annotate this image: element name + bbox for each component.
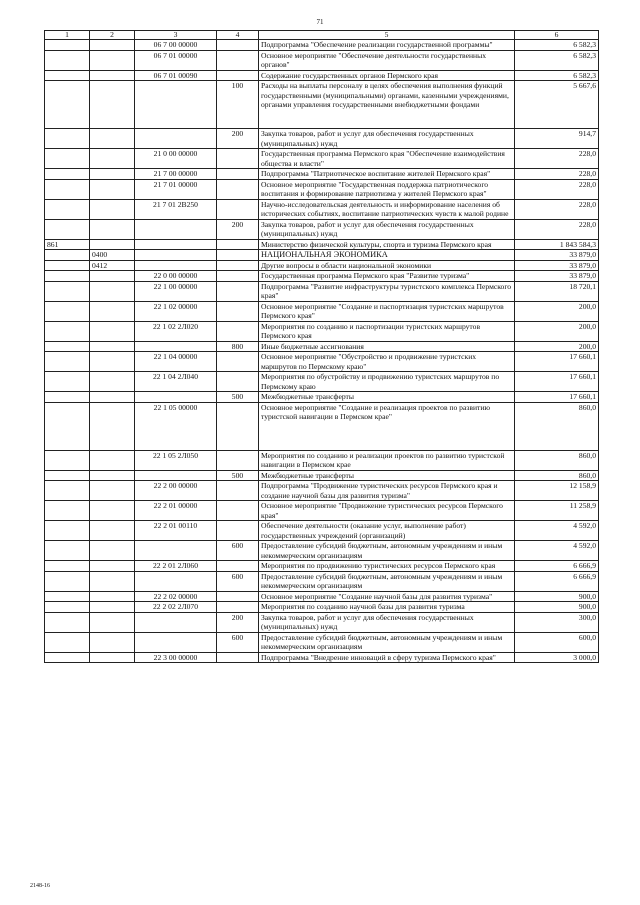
table-row xyxy=(45,521,599,541)
expense-type-cell: 100 xyxy=(217,81,259,129)
section-code-cell xyxy=(90,591,135,602)
ministry-code-cell xyxy=(45,392,90,403)
target-article-cell: 22 1 05 2Л050 xyxy=(135,450,217,470)
expense-type-cell xyxy=(217,501,259,521)
section-code-cell xyxy=(90,652,135,663)
expense-type-cell xyxy=(217,372,259,392)
amount-cell: 17 660,1 xyxy=(515,392,599,403)
description-cell: Подпрограмма "Продвижение туристических ресурсов Пермского края и создание научной базы для развития туризма" xyxy=(259,481,515,501)
target-article-cell xyxy=(135,129,217,149)
section-code-cell xyxy=(90,481,135,501)
section-code-cell xyxy=(90,341,135,352)
description-cell: Другие вопросы в области национальной экономики xyxy=(259,260,515,271)
section-code-cell xyxy=(90,199,135,219)
section-code-cell xyxy=(90,372,135,392)
section-code-cell xyxy=(90,561,135,572)
table-row xyxy=(45,392,599,403)
table-row xyxy=(45,652,599,663)
description-cell: Научно-исследовательская деятельность и информирование населения об исторических событиях, воспитание патриотических чувств к малой родине xyxy=(259,199,515,219)
expense-type-cell: 800 xyxy=(217,341,259,352)
target-article-cell: 22 2 01 00110 xyxy=(135,521,217,541)
section-code-cell xyxy=(90,281,135,301)
description-cell: Министерство физической культуры, спорта и туризма Пермского края xyxy=(259,239,515,250)
ministry-code-cell xyxy=(45,470,90,481)
description-cell: Предоставление субсидий бюджетным, автономным учреждениям и иным некоммерческим организациям xyxy=(259,632,515,652)
description-cell: Основное мероприятие "Продвижение туристических ресурсов Пермского края" xyxy=(259,501,515,521)
expense-type-cell xyxy=(217,402,259,450)
column-header-4: 4 xyxy=(217,31,259,40)
target-article-cell xyxy=(135,632,217,652)
amount-cell: 33 879,0 xyxy=(515,271,599,282)
table-row xyxy=(45,260,599,271)
section-code-cell xyxy=(90,352,135,372)
budget-table xyxy=(44,30,599,663)
target-article-cell: 06 7 00 00000 xyxy=(135,40,217,51)
description-cell: Расходы на выплаты персоналу в целях обеспечения выполнения функций государственными (муниципальными) органами, казенными учреждениями, органами управления государственными внебюджетными фондами xyxy=(259,81,515,129)
table-row xyxy=(45,481,599,501)
section-code-cell xyxy=(90,501,135,521)
table-body xyxy=(45,40,599,663)
ministry-code-cell xyxy=(45,402,90,450)
target-article-cell: 21 7 01 2В250 xyxy=(135,199,217,219)
amount-cell: 1 843 584,3 xyxy=(515,239,599,250)
expense-type-cell xyxy=(217,450,259,470)
description-cell: Закупка товаров, работ и услуг для обеспечения государственных (муниципальных) нужд xyxy=(259,219,515,239)
description-cell: Основное мероприятие "Создание и реализация проектов по развитию туристской навигации в Пермском крае" xyxy=(259,402,515,450)
amount-cell: 4 592,0 xyxy=(515,541,599,561)
amount-cell: 900,0 xyxy=(515,591,599,602)
expense-type-cell xyxy=(217,481,259,501)
ministry-code-cell xyxy=(45,219,90,239)
description-cell: Содержание государственных органов Пермского края xyxy=(259,70,515,81)
ministry-code-cell xyxy=(45,40,90,51)
target-article-cell xyxy=(135,81,217,129)
page-number: 71 xyxy=(316,18,324,26)
target-article-cell: 22 2 02 00000 xyxy=(135,591,217,602)
target-article-cell: 22 1 02 2Л020 xyxy=(135,321,217,341)
amount-cell: 5 667,6 xyxy=(515,81,599,129)
description-cell: Закупка товаров, работ и услуг для обеспечения государственных (муниципальных) нужд xyxy=(259,612,515,632)
description-cell: Мероприятия по созданию и реализации проектов по развитию туристской навигации в Пермском крае xyxy=(259,450,515,470)
target-article-cell: 06 7 01 00090 xyxy=(135,70,217,81)
table-row xyxy=(45,149,599,169)
ministry-code-cell xyxy=(45,179,90,199)
table-row xyxy=(45,250,599,261)
amount-cell: 6 666,9 xyxy=(515,571,599,591)
table-row xyxy=(45,352,599,372)
ministry-code-cell xyxy=(45,571,90,591)
ministry-code-cell xyxy=(45,481,90,501)
expense-type-cell xyxy=(217,260,259,271)
amount-cell: 6 582,3 xyxy=(515,70,599,81)
amount-cell: 33 879,0 xyxy=(515,260,599,271)
ministry-code-cell xyxy=(45,271,90,282)
target-article-cell: 22 1 04 00000 xyxy=(135,352,217,372)
table-row xyxy=(45,501,599,521)
table-row xyxy=(45,541,599,561)
amount-cell: 6 666,9 xyxy=(515,561,599,572)
ministry-code-cell xyxy=(45,521,90,541)
table-row xyxy=(45,239,599,250)
table-row xyxy=(45,50,599,70)
expense-type-cell xyxy=(217,271,259,282)
description-cell: Межбюджетные трансферты xyxy=(259,470,515,481)
description-cell: Государственная программа Пермского края "Развитие туризма" xyxy=(259,271,515,282)
ministry-code-cell xyxy=(45,352,90,372)
target-article-cell: 21 7 01 00000 xyxy=(135,179,217,199)
section-code-cell xyxy=(90,632,135,652)
section-code-cell xyxy=(90,321,135,341)
expense-type-cell xyxy=(217,50,259,70)
description-cell: Основное мероприятие "Обустройство и продвижение туристских маршрутов по Пермскому краю" xyxy=(259,352,515,372)
table-row xyxy=(45,470,599,481)
table-row xyxy=(45,301,599,321)
expense-type-cell xyxy=(217,321,259,341)
expense-type-cell xyxy=(217,652,259,663)
amount-cell: 228,0 xyxy=(515,179,599,199)
ministry-code-cell xyxy=(45,450,90,470)
section-code-cell xyxy=(90,402,135,450)
amount-cell: 300,0 xyxy=(515,612,599,632)
section-code-cell xyxy=(90,521,135,541)
target-article-cell xyxy=(135,612,217,632)
ministry-code-cell xyxy=(45,169,90,180)
amount-cell: 900,0 xyxy=(515,602,599,613)
column-header-3: 3 xyxy=(135,31,217,40)
expense-type-cell: 600 xyxy=(217,632,259,652)
section-code-cell xyxy=(90,541,135,561)
amount-cell: 600,0 xyxy=(515,632,599,652)
ministry-code-cell xyxy=(45,50,90,70)
expense-type-cell xyxy=(217,301,259,321)
footer-code: 2148-16 xyxy=(30,883,50,889)
table-row xyxy=(45,81,599,129)
ministry-code-cell xyxy=(45,281,90,301)
ministry-code-cell xyxy=(45,149,90,169)
table-row xyxy=(45,70,599,81)
description-cell: Подпрограмма "Внедрение инноваций в сферу туризма Пермского края" xyxy=(259,652,515,663)
expense-type-cell xyxy=(217,239,259,250)
ministry-code-cell: 861 xyxy=(45,239,90,250)
ministry-code-cell xyxy=(45,591,90,602)
target-article-cell: 22 3 00 00000 xyxy=(135,652,217,663)
amount-cell: 200,0 xyxy=(515,301,599,321)
description-cell: Мероприятия по созданию и паспортизации туристских маршрутов Пермского края xyxy=(259,321,515,341)
ministry-code-cell xyxy=(45,81,90,129)
amount-cell: 11 258,9 xyxy=(515,501,599,521)
description-cell: Иные бюджетные ассигнования xyxy=(259,341,515,352)
target-article-cell xyxy=(135,239,217,250)
section-code-cell xyxy=(90,239,135,250)
section-code-cell xyxy=(90,169,135,180)
table-row xyxy=(45,612,599,632)
target-article-cell xyxy=(135,571,217,591)
table-row xyxy=(45,271,599,282)
ministry-code-cell xyxy=(45,372,90,392)
target-article-cell xyxy=(135,341,217,352)
section-code-cell xyxy=(90,571,135,591)
expense-type-cell xyxy=(217,250,259,261)
ministry-code-cell xyxy=(45,341,90,352)
ministry-code-cell xyxy=(45,652,90,663)
ministry-code-cell xyxy=(45,250,90,261)
section-code-cell xyxy=(90,50,135,70)
description-cell: Государственная программа Пермского края "Обеспечение взаимодействия общества и власти" xyxy=(259,149,515,169)
ministry-code-cell xyxy=(45,260,90,271)
amount-cell: 860,0 xyxy=(515,450,599,470)
amount-cell: 228,0 xyxy=(515,219,599,239)
description-cell: Мероприятия по созданию научной базы для развития туризма xyxy=(259,602,515,613)
section-code-cell xyxy=(90,450,135,470)
expense-type-cell xyxy=(217,521,259,541)
description-cell: Подпрограмма "Развитие инфраструктуры туристского комплекса Пермского края" xyxy=(259,281,515,301)
table-row xyxy=(45,179,599,199)
description-cell: Подпрограмма "Патриотическое воспитание жителей Пермского края" xyxy=(259,169,515,180)
section-code-cell xyxy=(90,392,135,403)
expense-type-cell: 500 xyxy=(217,470,259,481)
table-row xyxy=(45,199,599,219)
section-code-cell xyxy=(90,70,135,81)
expense-type-cell: 600 xyxy=(217,571,259,591)
section-code-cell xyxy=(90,301,135,321)
ministry-code-cell xyxy=(45,301,90,321)
table-row xyxy=(45,169,599,180)
amount-cell: 3 000,0 xyxy=(515,652,599,663)
amount-cell: 228,0 xyxy=(515,199,599,219)
expense-type-cell: 200 xyxy=(217,219,259,239)
table-row xyxy=(45,281,599,301)
description-cell: Закупка товаров, работ и услуг для обеспечения государственных (муниципальных) нужд xyxy=(259,129,515,149)
amount-cell: 914,7 xyxy=(515,129,599,149)
target-article-cell: 22 1 02 00000 xyxy=(135,301,217,321)
amount-cell: 6 582,3 xyxy=(515,50,599,70)
table-row xyxy=(45,602,599,613)
section-code-cell xyxy=(90,129,135,149)
amount-cell: 860,0 xyxy=(515,402,599,450)
section-code-cell: 0400 xyxy=(90,250,135,261)
table-row xyxy=(45,632,599,652)
expense-type-cell: 200 xyxy=(217,612,259,632)
section-code-cell: 0412 xyxy=(90,260,135,271)
amount-cell: 4 592,0 xyxy=(515,521,599,541)
amount-cell: 17 660,1 xyxy=(515,372,599,392)
column-number-header-row xyxy=(45,31,599,40)
target-article-cell: 22 1 00 00000 xyxy=(135,281,217,301)
target-article-cell xyxy=(135,392,217,403)
section-code-cell xyxy=(90,612,135,632)
expense-type-cell: 600 xyxy=(217,541,259,561)
description-cell: Основное мероприятие "Создание и паспортизация туристских маршрутов Пермского края" xyxy=(259,301,515,321)
table-row xyxy=(45,561,599,572)
section-code-cell xyxy=(90,470,135,481)
amount-cell: 228,0 xyxy=(515,149,599,169)
description-cell: Подпрограмма "Обеспечение реализации государственной программы" xyxy=(259,40,515,51)
expense-type-cell xyxy=(217,179,259,199)
expense-type-cell xyxy=(217,169,259,180)
table-row xyxy=(45,591,599,602)
table-row xyxy=(45,341,599,352)
ministry-code-cell xyxy=(45,199,90,219)
expense-type-cell xyxy=(217,561,259,572)
amount-cell: 12 158,9 xyxy=(515,481,599,501)
ministry-code-cell xyxy=(45,541,90,561)
ministry-code-cell xyxy=(45,561,90,572)
expense-type-cell xyxy=(217,40,259,51)
amount-cell: 860,0 xyxy=(515,470,599,481)
target-article-cell xyxy=(135,219,217,239)
target-article-cell: 22 2 01 2Л060 xyxy=(135,561,217,572)
expense-type-cell xyxy=(217,281,259,301)
table-row xyxy=(45,571,599,591)
section-code-cell xyxy=(90,219,135,239)
target-article-cell: 22 0 00 00000 xyxy=(135,271,217,282)
table-row xyxy=(45,40,599,51)
target-article-cell: 22 1 04 2Л040 xyxy=(135,372,217,392)
target-article-cell: 22 1 05 00000 xyxy=(135,402,217,450)
amount-cell: 200,0 xyxy=(515,321,599,341)
column-header-6: 6 xyxy=(515,31,599,40)
expense-type-cell xyxy=(217,591,259,602)
ministry-code-cell xyxy=(45,632,90,652)
column-header-1: 1 xyxy=(45,31,90,40)
amount-cell: 228,0 xyxy=(515,169,599,180)
column-header-2: 2 xyxy=(90,31,135,40)
section-code-cell xyxy=(90,271,135,282)
description-cell: Основное мероприятие "Государственная поддержка патриотического воспитания и формирование патриотизма у жителей Пермского края" xyxy=(259,179,515,199)
amount-cell: 18 720,1 xyxy=(515,281,599,301)
amount-cell: 17 660,1 xyxy=(515,352,599,372)
description-cell: Основное мероприятие "Создание научной базы для развития туризма" xyxy=(259,591,515,602)
table-row xyxy=(45,321,599,341)
table-row xyxy=(45,450,599,470)
expense-type-cell xyxy=(217,70,259,81)
ministry-code-cell xyxy=(45,70,90,81)
section-code-cell xyxy=(90,179,135,199)
ministry-code-cell xyxy=(45,602,90,613)
target-article-cell: 06 7 01 00000 xyxy=(135,50,217,70)
section-code-cell xyxy=(90,149,135,169)
target-article-cell: 21 0 00 00000 xyxy=(135,149,217,169)
expense-type-cell xyxy=(217,149,259,169)
ministry-code-cell xyxy=(45,321,90,341)
table-row xyxy=(45,372,599,392)
amount-cell: 200,0 xyxy=(515,341,599,352)
target-article-cell: 21 7 00 00000 xyxy=(135,169,217,180)
description-cell: Межбюджетные трансферты xyxy=(259,392,515,403)
table-row xyxy=(45,402,599,450)
table-row xyxy=(45,219,599,239)
target-article-cell: 22 2 01 00000 xyxy=(135,501,217,521)
expense-type-cell xyxy=(217,199,259,219)
description-cell: Предоставление субсидий бюджетным, автономным учреждениям и иным некоммерческим организациям xyxy=(259,541,515,561)
target-article-cell: 22 2 02 2Л070 xyxy=(135,602,217,613)
description-cell: Предоставление субсидий бюджетным, автономным учреждениям и иным некоммерческим организациям xyxy=(259,571,515,591)
description-cell: НАЦИОНАЛЬНАЯ ЭКОНОМИКА xyxy=(259,250,515,261)
expense-type-cell xyxy=(217,352,259,372)
section-code-cell xyxy=(90,602,135,613)
target-article-cell xyxy=(135,541,217,561)
description-cell: Основное мероприятие "Обеспечение деятельности государственных органов" xyxy=(259,50,515,70)
amount-cell: 33 879,0 xyxy=(515,250,599,261)
expense-type-cell: 500 xyxy=(217,392,259,403)
column-header-5: 5 xyxy=(259,31,515,40)
section-code-cell xyxy=(90,81,135,129)
ministry-code-cell xyxy=(45,612,90,632)
ministry-code-cell xyxy=(45,501,90,521)
amount-cell: 6 582,3 xyxy=(515,40,599,51)
target-article-cell xyxy=(135,470,217,481)
description-cell: Мероприятия по обустройству и продвижению туристских маршрутов по Пермскому краю xyxy=(259,372,515,392)
target-article-cell xyxy=(135,250,217,261)
section-code-cell xyxy=(90,40,135,51)
description-cell: Мероприятия по продвижению туристических ресурсов Пермского края xyxy=(259,561,515,572)
ministry-code-cell xyxy=(45,129,90,149)
target-article-cell xyxy=(135,260,217,271)
table-row xyxy=(45,129,599,149)
expense-type-cell: 200 xyxy=(217,129,259,149)
target-article-cell: 22 2 00 00000 xyxy=(135,481,217,501)
expense-type-cell xyxy=(217,602,259,613)
description-cell: Обеспечение деятельности (оказание услуг, выполнение работ) государственных учреждений (организаций) xyxy=(259,521,515,541)
